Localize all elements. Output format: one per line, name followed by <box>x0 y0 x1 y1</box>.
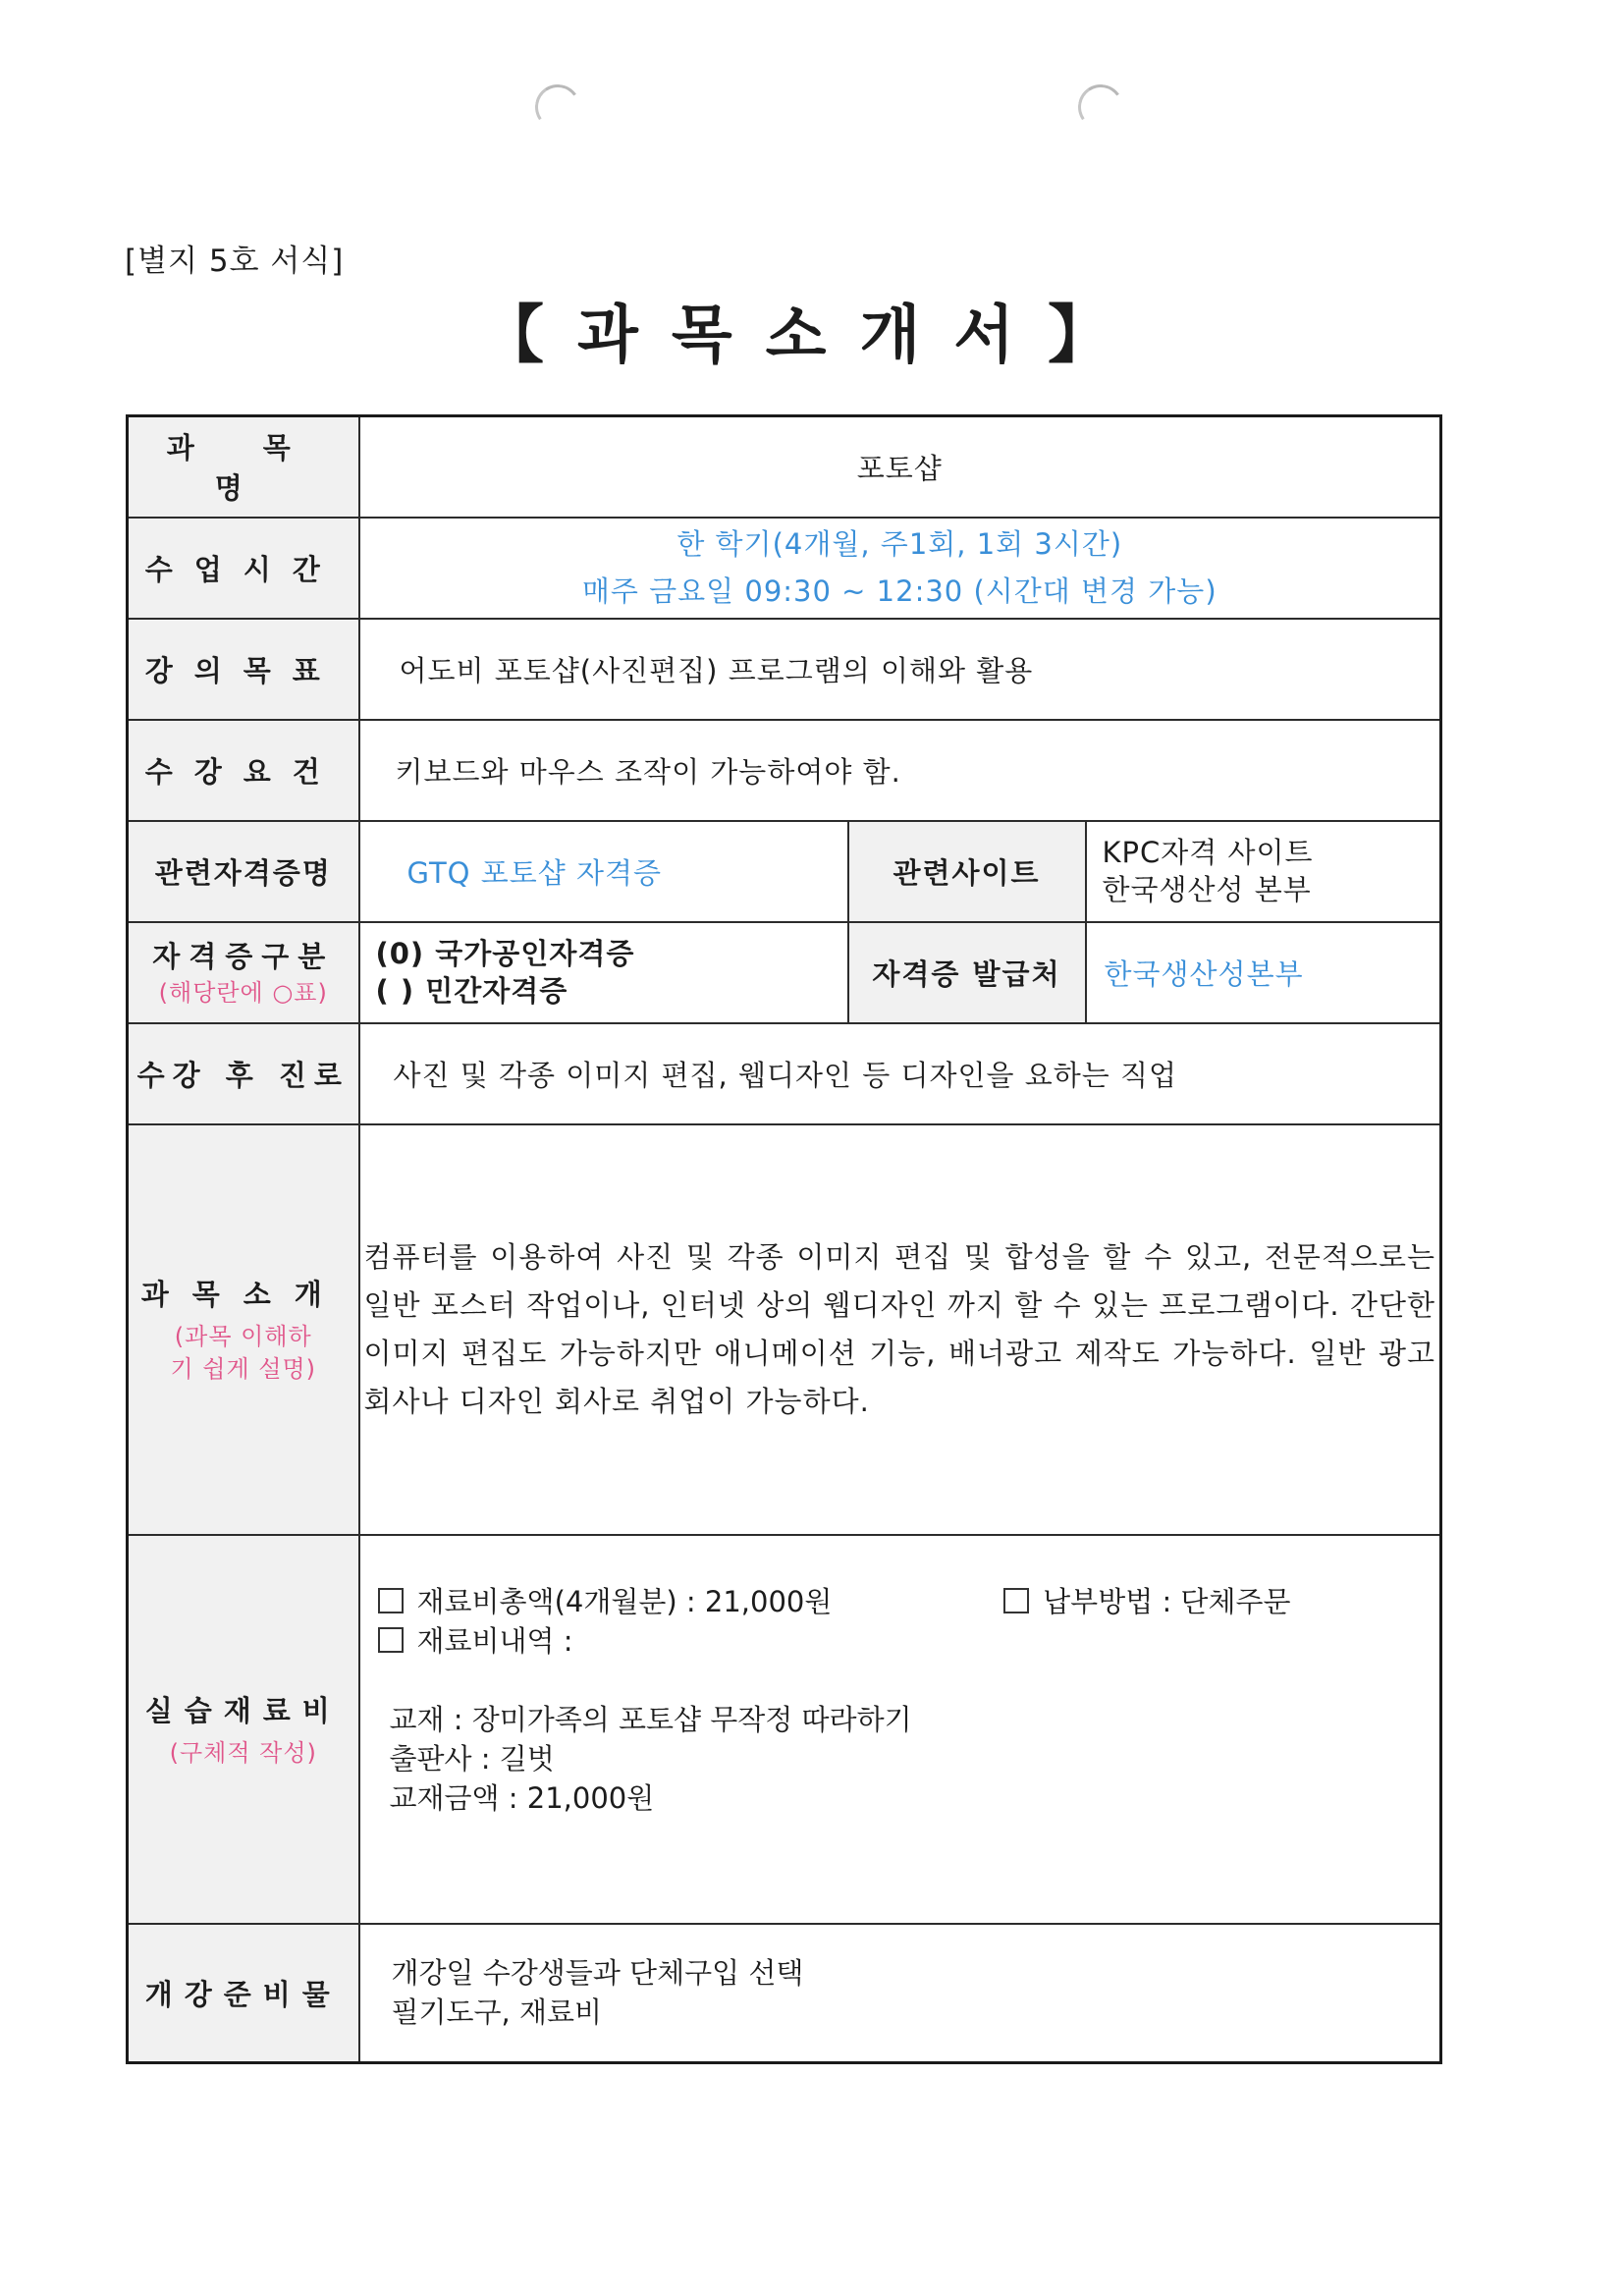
row-intro <box>128 1124 1441 1535</box>
checkbox-icon[interactable] <box>378 1627 404 1653</box>
label-intro: 과목소개 (과목 이해하기 쉽게 설명) <box>128 1124 359 1535</box>
checkbox-icon[interactable] <box>378 1588 404 1613</box>
issuer-value: 한국생산성본부 <box>1086 922 1441 1023</box>
requirement-value: 키보드와 마우스 조작이 가능하여야 함. <box>359 720 1441 821</box>
cert-type-options <box>359 922 848 1023</box>
label-cert-type: 자격증구분 (해당란에 ○표) <box>128 922 359 1023</box>
label-course-name: 과 목 명 <box>128 416 359 518</box>
label-objective: 강의목표 <box>128 619 359 720</box>
cert-type-note: (해당란에 ○표) <box>158 979 328 1007</box>
label-issuer: 자격증 발급처 <box>848 922 1086 1023</box>
form-number: [별지 5호 서식] <box>125 244 345 279</box>
punch-hole-left <box>531 81 583 133</box>
row-cert-type <box>128 922 1441 1023</box>
label-materials: 실습재료비 (구체적 작성) <box>128 1535 359 1924</box>
prep-value <box>359 1924 1441 2063</box>
cert-type-option-national: (0) 국가공인자격증 <box>375 937 635 970</box>
label-related-site: 관련사이트 <box>848 821 1086 922</box>
row-objective <box>128 619 1441 720</box>
related-site-value <box>1086 821 1441 922</box>
career-value: 사진 및 각종 이미지 편집, 웹디자인 등 디자인을 요하는 직업 <box>359 1023 1441 1124</box>
class-time-line2: 매주 금요일 09:30 ~ 12:30 (시간대 변경 가능) <box>581 574 1217 608</box>
prep-line1: 개강일 수강생들과 단체구입 선택 <box>391 1956 804 1991</box>
cert-type-option-private: ( ) 민간자격증 <box>375 974 568 1008</box>
class-time-line1: 한 학기(4개월, 주1회, 1회 3시간) <box>676 527 1123 561</box>
materials-publisher: 출판사 : 길벗 <box>389 1741 555 1776</box>
checkbox-icon[interactable] <box>1003 1588 1029 1613</box>
row-course-name <box>128 416 1441 518</box>
row-certificate <box>128 821 1441 922</box>
intro-text: 컴퓨터를 이용하여 사진 및 각종 이미지 편집 및 합성을 할 수 있고, 전문적으로는 일반 포스터 작업이나, 인터넷 상의 웹디자인 까지 할 수 있는 프로그램이다. 간단한 이미지 편집도 가능하지만 애니메이션 기능, 배너광고 제작도 가능하다. 일반 광고회사나 디자인 회사로 취업이 가능하다. <box>359 1124 1441 1535</box>
materials-price: 교재금액 : 21,000원 <box>389 1780 655 1815</box>
prep-line2: 필기도구, 재료비 <box>391 1995 603 2030</box>
label-career: 수강 후 진로 <box>128 1023 359 1124</box>
row-class-time <box>128 518 1441 619</box>
related-site-line1: KPC자격 사이트 <box>1102 836 1314 869</box>
materials-total: 재료비총액(4개월분) : 21,000원 <box>378 1582 833 1621</box>
certificate-value: GTQ 포토샵 자격증 <box>359 821 848 922</box>
document-title: 【과목소개서】 <box>481 300 1145 372</box>
course-name-value: 포토샵 <box>359 416 1441 518</box>
materials-value <box>359 1535 1441 1924</box>
materials-textbook: 교재 : 장미가족의 포토샵 무작정 따라하기 <box>389 1702 912 1736</box>
row-requirement <box>128 720 1441 821</box>
class-time-value <box>359 518 1441 619</box>
row-career <box>128 1023 1441 1124</box>
row-materials <box>128 1535 1441 1924</box>
punch-hole-right <box>1074 81 1126 133</box>
label-requirement: 수강요건 <box>128 720 359 821</box>
label-prep: 개강준비물 <box>128 1924 359 2063</box>
materials-note: (구체적 작성) <box>169 1738 317 1767</box>
row-prep <box>128 1924 1441 2063</box>
related-site-line2: 한국생산성 본부 <box>1102 873 1312 906</box>
label-certificate: 관련자격증명 <box>128 821 359 922</box>
materials-payment: 납부방법 : 단체주문 <box>1003 1582 1290 1621</box>
materials-detail: 재료비내역 : <box>378 1621 1440 1661</box>
intro-note: (과목 이해하기 쉽게 설명) <box>170 1323 317 1383</box>
label-class-time: 수업시간 <box>128 518 359 619</box>
course-form-table <box>126 414 1442 2064</box>
objective-value: 어도비 포토샵(사진편집) 프로그램의 이해와 활용 <box>359 619 1441 720</box>
